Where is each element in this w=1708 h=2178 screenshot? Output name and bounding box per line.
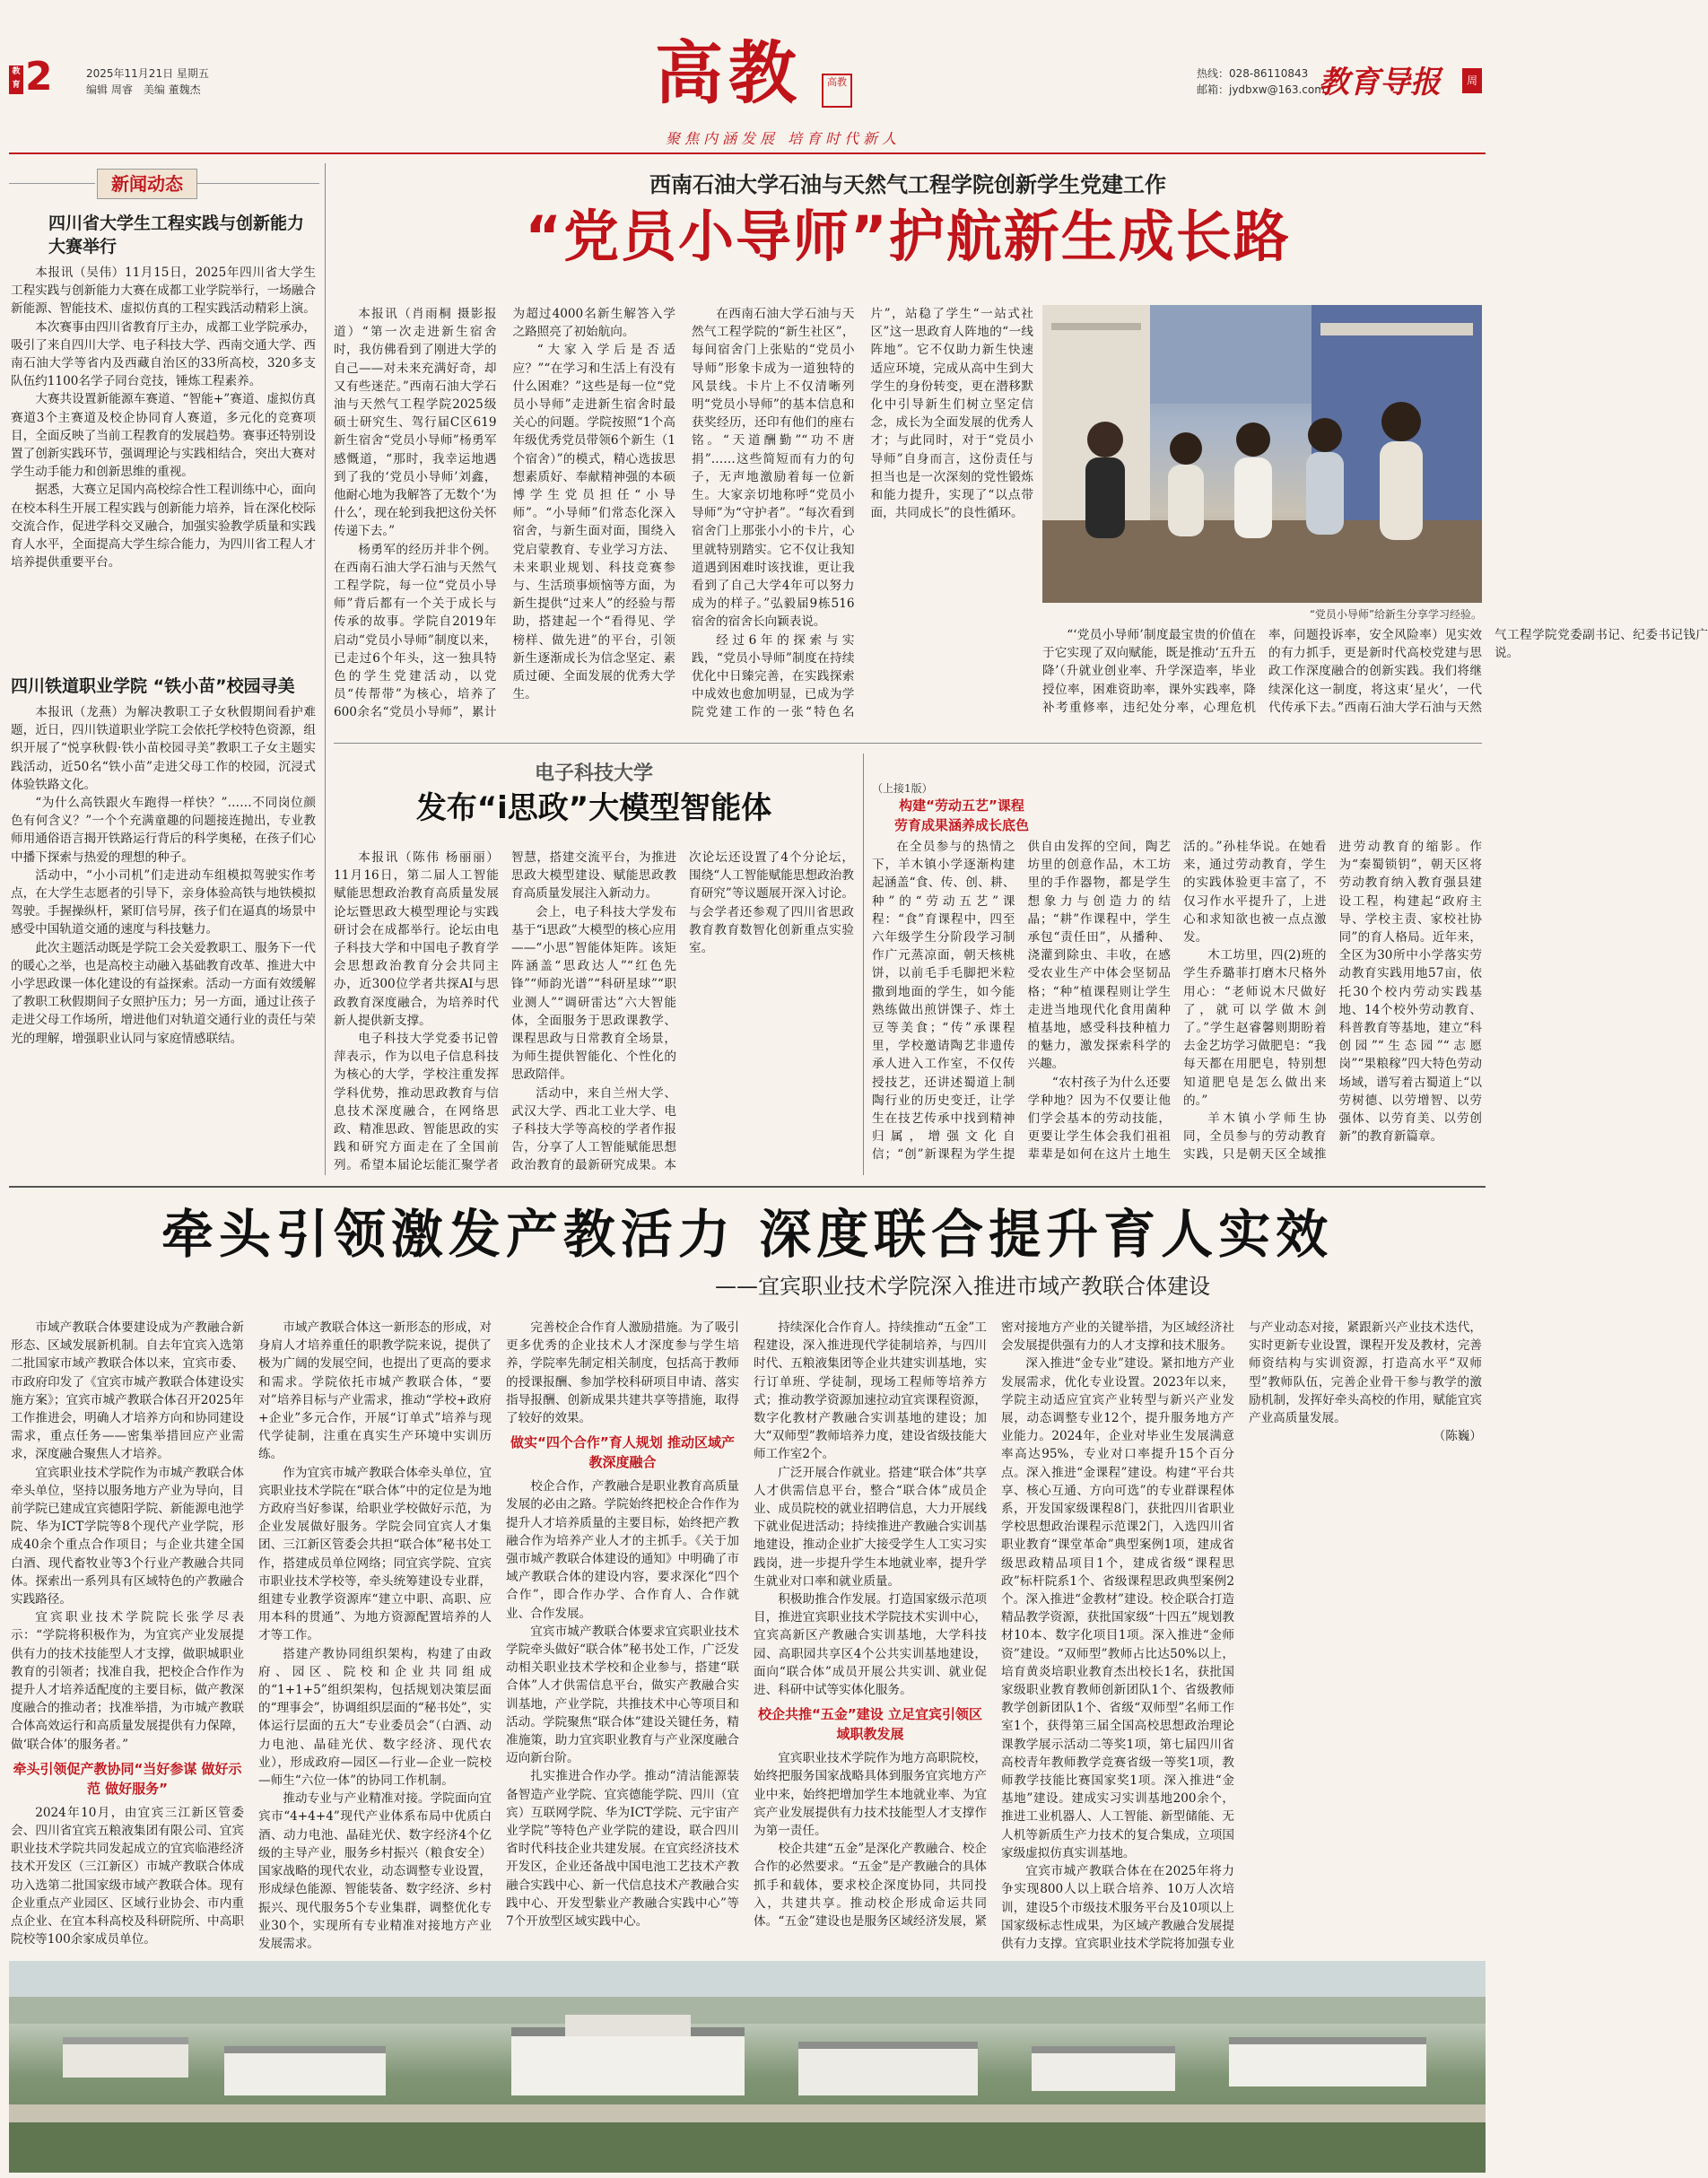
lead-body bbox=[334, 305, 1033, 734]
news-paragraph: 大赛共设置新能源车赛道、“智能+”赛道、虚拟仿真赛道3个主赛道及校企协同育人赛道，多元化的竞赛项目，全面反映了当前工程教育的发展趋势。赛事还特别设置了创新实践环节，强调理论与实践相结合，突出大赛对学生动手能力和创新思维的重视。 bbox=[11, 392, 316, 480]
feature-subhead: 校企共推“五金”建设 立足宜宾引领区域职教发展 bbox=[758, 1706, 982, 1743]
ai-paragraph: 电子科技大学党委书记曾萍表示，作为以电子信息科技为核心的大学，学校注重发挥学科优势，推动思政教育与信息技术深度融合，在网络思政、精准思政、智能思政的实践和研究方面走在了全国前列。希望本届论坛能汇聚学者智慧，搭建交流平台，为推进思政大模型建设、赋能思政教育高质量发展注入新动力。 bbox=[334, 850, 676, 1173]
labor-title-line-1: 构建“劳动五艺”课程 bbox=[899, 797, 1024, 814]
feature-rule bbox=[9, 1186, 1486, 1188]
feature-paragraph: 搭建产教协同组织架构，构建了由政府、园区、院校和企业共同组成的“1+1+5”组织架构，包括规划决策层面的“理事会”，协调组织层面的“秘书处”，实体运行层面的五大“专业委员会”（白酒、动力电池、晶硅光伏、数字经济、现代农业），形成政府—园区—行业—企业一院校—师生“六位一体”的协同工作机制。 bbox=[258, 1646, 492, 1789]
feature-sign: （陈巍） bbox=[1433, 1429, 1482, 1444]
column-divider bbox=[325, 163, 326, 1175]
feature-paragraph: 完善校企合作育人激励措施。为了吸引更多优秀的企业技术人才深度参与学生培养，学院率先制定相关制度，包括高于教师的授课报酬、参加学校科研项目申请、落实指导报酬、创新成果共建共享等措施，取得了较好的效果。 bbox=[506, 1320, 739, 1426]
feature-paragraph: 宜宾职业技术学院作为地方高职院校，始终把服务国家战略具体到服务宜宾地方产业中来，始终把增加学生本地就业率、为宜宾产业发展提供有力技术技能型人才支撑作为第一责任。 bbox=[754, 1751, 987, 1839]
ai-kicker: 电子科技大学 bbox=[534, 762, 653, 785]
feature-paragraph: 深入推进“金专业”建设。紧扣地方产业发展需求，优化专业设置。2023年以来，学院主动适应宜宾产业转型与新兴产业发展，动态调整专业12个，提升服务地方产业能力。2024年，企业对毕业生发展满意率高达95%，专业对口率提升15个百分点。深入推进“金课程”建设。构建“平台共享、核心互通、方向可选”的专业群课程体系，开发国家级课程8门，获批四川省职业学校思想政治课程示范课2门，入选四川省职业教育“课堂革命”典型案例1项，建成省级思政精品项目1个，建成省级“课程思政”标杆院系1个、省级课程思政典型案例2个。深入推进“金教材”建设。校企联合打造精品教学资源，获批国家级“十四五”规划教材10本、数字化项目1项。深入推进“金师资”建设。“双师型”教师占比达50%以上，培育黄炎培职业教育杰出校长1名，获批国家级职业教育教师创新团队1个、省级教师教学创新团队1个、省级“双师型”名师工作室1个，获得第三届全国高校思想政治理论课教学展示活动二等奖1项，第七届四川省高校青年教师教学竞赛省级一等奖1项，教师教学技能比赛国家奖1项。深入推进“金基地”建设。建成实习实训基地200余个，推进工业机器人、人工智能、新型储能、无人机等新质生产力技术的复合集成，立项国家级虚拟仿真实训基地。 bbox=[1001, 1356, 1234, 1860]
lead-body-continued bbox=[1042, 626, 1708, 734]
page-number: 2 bbox=[25, 54, 53, 100]
section-divider bbox=[334, 743, 1482, 744]
lead-photo bbox=[1042, 305, 1482, 603]
news-header-line bbox=[197, 183, 319, 184]
lead-paragraph: “大家入学后是否适应？”“在学习和生活上有没有什么困难？”这些是每一位“党员小导师”走进新生宿舍时最关心的问题。学院按照“1个高年级优秀党员带领6个新生（1个宿舍）”的模式，精心选拔思想素质好、奉献精神强的本硕博学生党员担任“小导师”。“小导师”们常态化深入宿舍，与新生面对面，围绕入党启蒙教育、专业学习方法、未来职业规划、科技竞赛参与、生活琐事烦恼等方面，为新生提供“过来人”的经验与帮助，搭建起一个“看得见、学榜样、做先进”的平台，引领新生逐渐成长为信念坚定、素质过硬、全面发展的优秀大学生。 bbox=[512, 343, 675, 702]
feature-subhead: 牵头引领促产教协同“当好参谋 做好示范 做好服务” bbox=[13, 1760, 242, 1797]
news-item bbox=[11, 675, 316, 1177]
feature-paragraph: 宜宾市城产教联合体要求宜宾职业技术学院牵头做好“联合体”秘书处工作，广泛发动相关职业技术学校和企业参与，搭建“联合体”人才供需信息平台，做实产教融合实训基地，产业学院，共推技术中心等项目和活动。学院聚焦“联合体”建设关键任务，精准施策，助力宜宾职业教育与产业深度融合迈向新台阶。 bbox=[506, 1624, 739, 1766]
labor-title-line-2: 劳育成果涵养成长底色 bbox=[893, 817, 1029, 833]
feature-paragraph: 校企合作，产教融合是职业教育高质量发展的必由之路。学院始终把校企合作作为提升人才培养质量的主要目标，始终把产教融合作为培养产业人才的主抓手。《关于加强市城产教联合体建设的通知》中明确了市域产教联合体的建设内容，要求深化“四个合作”，即合作办学、合作育人、合作就业、合作发展。 bbox=[506, 1479, 739, 1621]
section-slogan: 聚焦内涵发展 培育时代新人 bbox=[666, 130, 902, 147]
labor-paragraph: “农村孩子为什么还要学种地？因为不仅要让他们学会基本的劳动技能，更要让学生体会我们祖祖辈辈是如何在这片土地生活的。”孙桂华说。在她看来，通过劳动教育，学生的实践体验更丰富了，不仅习作水平提升了，上进心和求知欲也被一点点激发。 bbox=[1027, 840, 1327, 1163]
page-tag: 教育 bbox=[9, 65, 23, 94]
students-photo-illustration bbox=[1042, 305, 1482, 603]
feature-paragraph: 积极助推合作发展。打造国家级示范项目，推进宜宾职业技术学院技术实训中心，宜宾高新区产教融合实训基地，大学科技园、高职园共享区4个公共实训基地建设，面向“联合体”成员开展公共实训、就业促进、科研中试等实体化服务。 bbox=[754, 1592, 987, 1698]
news-paragraph: 据悉，大赛立足国内高校综合性工程训练中心，面向在校本科生开展工程实践与创新能力培养，旨在深化校际交流合作，促进学科交叉融合，加强实验教学质量和实践育人水平，全面提高大学生综合能力，为四川省工程人才培养提供重要平台。 bbox=[11, 483, 316, 571]
lead-paragraph: 在西南石油大学石油与天然气工程学院的“新生社区”，每间宿舍门上张贴的“党员小导师”形象卡成为一道独特的风景线。卡片上不仅清晰列明“党员小导师”的基本信息和获奖经历，还印有他们的座右铭。“天道酬勤”“功不唐捐”……这些简短而有力的句子，无声地激励着每一位新生。大家亲切地称呼“党员小导师”为“守护者”。“每次看到宿舍门上那张小小的卡片，心里就特别踏实。它不仅让我知道遇到困难时该找谁，更让我看到了自己大学4年可以努力成为的样子。”弘毅届9栋516宿舍的宿舍长向颖表说。 bbox=[692, 307, 855, 630]
paper-seal: 周 bbox=[1462, 68, 1482, 93]
lead-paragraph: 经过6年的探索与实践，“党员小导师”制度在持续优化中日臻完善，在实践探索中成效也愈加明显，已成为学院党建工作的一张“特色名片”，站稳了学生“一站式社区”这一思政育人阵地的“一线阵地”。它不仅助力新生快速适应环境，完成从高中生到大学生的身份转变，更在潜移默化中引导新生们树立坚定信念，成长为全面发展的优秀人才；与此同时，对于“党员小导师”自身而言，这份责任与担当也是一次深刻的党性锻炼和能力提升，实现了“以点带面，共同成长”的良性循环。 bbox=[692, 307, 1033, 720]
email: 邮箱：jydbxw@163.com bbox=[1197, 83, 1325, 96]
news-header-line bbox=[9, 183, 95, 184]
labor-continued-tag: （上接1版） bbox=[872, 782, 933, 795]
feature-paragraph: 校企共建“五金”是深化产教融合、校企合作的必然要求。“五金”是产教融合的具体抓手和载体，要求校企深度协同，共同投入，共建共享。推动校企形成命运共同体。“五金”建设也是服务区域经济发展，紧密对接地方产业的关键举措，为区域经济社会发展提供强有力的人才支撑和技术服务。 bbox=[754, 1320, 1234, 1930]
paper-name: 教育导报 bbox=[1319, 65, 1441, 100]
labor-paragraph: 羊木镇小学师生协同，全员参与的劳动教育实践，只是朝天区全域推进劳动教育的缩影。作为“秦蜀锁钥”，朝天区将劳动教育纳入教育强县建设工程，构建起“政府主导、学校主责、家校社协同”的育人格局。近年来，全区为30所中小学落实劳动教育实践用地57亩，依托30个校内劳动实践基地、14个校外劳动教育、科普教育等基地，建立“科创园”“生态园”“志愿岗”“果粮稼”四大特色劳动场域，谱写着古蜀道上“以劳树德、以劳增智、以劳强体、以劳育美、以劳创新”的教育新篇章。 bbox=[1183, 840, 1482, 1163]
lead-paragraph: 杨勇军的经历并非个例。在西南石油大学石油与天然气工程学院，每一位“党员小导师”背后都有一个关于成长与传承的故事。学院自2019年启动“党员小导师”制度以来，已走过6个年头，这一独具特色的学生党建活动，以党员“传帮带”为核心，培养了600余名“党员小导师”，累计为超过4000名新生解答入学之路照亮了初始航向。 bbox=[334, 307, 675, 720]
column-divider bbox=[863, 754, 864, 1175]
feature-paragraph: 宜宾职业技术学院院长张学尽表示：“学院将积极作为，为宜宾产业发展提供有力的技术技能型人才支撑，做职城职业教育的引领者；找准自我，把校企合作作为提升人才培养适配度的主要目标，做产教深度融合的推动者；找准举措，为市城产教联合体高效运行和高质量发展提供有力保障，做‘联合体’的服务者。” bbox=[11, 1610, 244, 1752]
lead-paragraph: 本报讯（肖雨桐 摄影报道）“第一次走进新生宿舍时，我仿佛看到了刚进大学的自己——对未来充满好奇，却又有些迷茫。”西南石油大学石油与天然气工程学院2025级硕士研究生、驾行届C区619新生宿舍“党员小导师”杨勇军感慨道，“那时，我幸运地遇到了我的‘党员小导师’刘鑫，他耐心地为我解答了无数个‘为什么’，现在轮到我把这份关怀传递下去。” bbox=[334, 307, 497, 539]
section-seal: 高教 bbox=[822, 74, 852, 108]
news-paragraph: 本报讯（龙燕）为解决教职工子女秋假期间看护难题，近日，四川铁道职业学院工会依托学校特色资源，组织开展了“悦享秋假·铁小苗校园寻美”教职工子女主题实践活动，近50名“铁小苗”走进父母工作的校园，沉浸式体验铁路文化。 bbox=[11, 705, 316, 792]
labor-paragraph: 在全员参与的热情之下，羊木镇小学逐渐构建起涵盖“食、传、创、耕、种”的“劳动五艺”课程：“食”育课程中，四至六年级学生分阶段学习制作广元蒸凉面，朝天核桃饼，以前毛手毛脚把米粒撒到地面的学生，如今能熟练做出煎饼馃子、炸土豆等美食；“传”承课程里，学校邀请陶艺非遗传承人进入工作室，不仅传授技艺，还讲述蜀道上制陶行业的历史变迁，让学生在技艺传承中找到精神归属，增强文化自信；“创”新课程为学生提供自由发挥的空间，陶艺坊里的创意作品，木工坊里的手作器物，都是学生想象力与创造力的结晶；“耕”作课程中，学生承包“责任田”，从播种、浇灌到除虫、丰收，在感受农业生产中体会坚韧品格；“种”植课程则让学生走进当地现代化食用菌种植基地，感受科技种植力的魅力，激发探索科学的兴趣。 bbox=[872, 840, 1171, 1163]
feature-subhead: 做实“四个合作”育人规划 推动区域产教深度融合 bbox=[510, 1434, 735, 1471]
labor-paragraph: 木工坊里，四(2)班的学生乔璐菲打磨木尺格外用心：“老师说木尺做好了，就可以学做木剑了。”学生赵睿馨则期盼着去金艺坊学习做肥皂：“我每天都在用肥皂，特别想知道肥皂是怎么做出来的。” bbox=[1183, 948, 1327, 1108]
news-paragraph: “为什么高铁跟火车跑得一样快？”……不同岗位颜色有何含义？”一个个充满童趣的问题接连抛出，专业教师用通俗语言揭开铁路运行背后的科学奥秘，在孩子们心中播下探索与热爱的理想的种子。 bbox=[11, 796, 316, 865]
feature-paragraph: 推动专业与产业精准对接。学院面向宜宾市“4+4+4”现代产业体系布局中优质白酒、动力电池、晶硅光伏、数字经济4个亿级的主导产业，服务乡村振兴（粮食安全）国家战略的现代农业，动态调整专业设置，形成绿色能源、智能装备、数字经济、乡村振兴、现代服务5个专业集群，调整优化专业30个，实现所有专业精准对接地方产业发展需求。 bbox=[258, 1791, 492, 1951]
feature-headline: 牵头引领激发产教活力 深度联合提升育人实效 bbox=[161, 1204, 1334, 1265]
ai-paragraph: 活动中，来自兰州大学、武汉大学、西北工业大学、电子科技大学等高校的学者作报告，分享了人工智能赋能思想政治教育的最新研究成果。本次论坛还设置了4个分论坛，围绕“人工智能赋能思想政治教育研究”等议题展开深入讨论。与会学者还参观了四川省思政教育教育数智化创新重点实验室。 bbox=[511, 850, 854, 1173]
news-paragraph: 本次赛事由四川省教育厅主办，成都工业学院承办，吸引了来自四川大学、电子科技大学、西南交通大学、西南石油大学等省内及西藏自治区的33所高校，320多支队伍约1100名学子同台竞技，锤炼工程素养。 bbox=[11, 319, 316, 389]
photo-caption: “党员小导师”给新生分享学习经验。 bbox=[1309, 608, 1482, 621]
feature-paragraph: 宜宾市城产教联合体在在2025年将力争实现800人以上联合培养、10万人次培训，建设5个市级技术服务平台及10项以上国家级标志性成果，为区域产教融合发展提供有力支撑。宜宾职业技术学院将加强专业与产业动态对接，紧跟新兴产业技术迭代，实时更新专业设置，课程开发及教材，完善师资结构与实训资源，打造高水平“双师型”教师队伍，完善企业骨干参与教学的激励机制，发挥好牵头高校的作用，赋能宜宾产业高质量发展。 bbox=[1001, 1320, 1482, 1951]
ai-paragraph: 会上，电子科技大学发布基于“i思政”大模型的核心应用——“小思”智能体矩阵。该矩阵涵盖“思政达人”“红色先锋”“师韵光谱”“科研星球”“职业测人”“调研雷达”六大智能体，全面服务于思政课教学、课程思政与日常教育全场景，为师生提供智能化、个性化的思政陪伴。 bbox=[511, 904, 676, 1083]
ai-paragraph: 本报讯（陈伟 杨丽丽）11月16日，第二届人工智能赋能思想政治教育高质量发展论坛暨思政大模型理论与实践研讨会在成都举行。论坛由电子科技大学和中国电子教育学会思想政治教育分会共同主办，近300位学者共探AI与思政教育深度融合，为培养时代新人提供新支撑。 bbox=[334, 850, 499, 1028]
issue-date: 2025年11月21日 星期五 bbox=[86, 67, 209, 80]
feature-paragraph: 广泛开展合作就业。搭建“联合体”共享人才供需信息平台，整合“联合体”成员企业、成员院校的就业招聘信息，大力开展线下就业促进活动；持续推进产教融合实训基地建设，推动企业扩大接受学生人工实习实践岗，进一步提升学生本地就业率，提升学生就业对口率和就业质量。 bbox=[754, 1465, 987, 1589]
news-paragraph: 活动中，“小小司机”们走进动车组模拟驾驶实作考点，在大学生志愿者的引导下，亲身体验高铁与地铁模拟驾驶。手握操纵杆，紧盯信号屏，孩子们在逼真的场景中感受中国轨道交通的速度与科技魅力。 bbox=[11, 867, 316, 937]
feature-paragraph: 作为宜宾市城产教联合体牵头单位，宜宾职业技术学院在“联合体”中的定位是为地方政府当好参谋，给职业学校做好示范，为企业发展做好服务。学院会同宜宾人才集团、三江新区管委会共担“联合体”秘书处工作，搭建成员单位网络；同宜宾学院、宜宾市职业技术学校等，牵头统筹建设专业群，组建专业教学资源库“建立中职、高职、应用本科的贯通”、为地方资源配置培养的人才等工作。 bbox=[258, 1465, 492, 1643]
section-title: 高教 bbox=[655, 33, 802, 113]
feature-paragraph: 2024年10月，由宜宾三江新区管委会、四川省宜宾五粮液集团有限公司、宜宾职业技术学院共同发起成立的宜宾临港经济技术开发区（三江新区）市城产教联合体成功入选第二批国家级市域产教联合体。现有企业重点产业园区、区域行业协会、市内重点企业、在宜本科高校及科研院所、中高职院校等100余家成员单位。 bbox=[11, 1805, 244, 1947]
news-item-title: 四川省大学生工程实践与创新能力大赛举行 bbox=[48, 213, 305, 257]
news-item bbox=[11, 212, 316, 660]
feature-body bbox=[11, 1319, 1482, 1957]
ai-headline: 发布“i思政”大模型智能体 bbox=[415, 790, 772, 826]
news-header: 新闻动态 bbox=[97, 169, 197, 199]
ai-body bbox=[334, 849, 854, 1175]
feature-subtitle: ——宜宾职业技术学院深入推进市域产教联合体建设 bbox=[715, 1274, 1210, 1299]
editors: 编辑 周睿 美编 董魏杰 bbox=[86, 83, 201, 96]
lead-paragraph: “‘党员小导师’制度最宝贵的价值在于它实现了双向赋能，既是推动‘五升五降’（升就业创业率、升学深造率，毕业授位率，困难资助率，课外实践率，降补考重修率，违纪处分率，心理危机率，问题投诉率，安全风险率）见实效的有力抓手，更是新时代高校党建与思政工作深度融合的创新实践。我们将继续深化这一制度，将这束‘星火’，一代代传承下去。”西南石油大学石油与天然气工程学院党委副书记、纪委书记钱广说。 bbox=[1042, 628, 1708, 715]
hotline: 热线：028-86110843 bbox=[1197, 67, 1309, 80]
feature-paragraph: 市域产教联合体要建设成为产教融合新形态、区域发展新机制。自去年宜宾入选第二批国家市域产教联合体以来，宜宾市委、市政府印发了《宜宾市城产教联合体建设实施方案》；宜宾市城产教联合体召开2025年工作推进会，明确人才培养方向和协同建设需求，重点任务——密集举措回应产业需求，深度融合聚焦人才培养。 bbox=[11, 1320, 244, 1462]
feature-paragraph: 宜宾职业技术学院作为市城产教联合体牵头单位，坚持以服务地方产业为导向，目前学院已建成宜宾德阳学院、新能源电池学院、华为ICT学院等8个现代产业学院，形成40余个重点合作项目；与企业共建全国白酒、现代畜牧业等3个行业产教融合共同体。探索出一系列具有区域特色的产教融合实践路径。 bbox=[11, 1465, 244, 1607]
news-item-title: 四川铁道职业学院 “铁小苗”校园寻美 bbox=[11, 676, 295, 696]
feature-paragraph: 市域产教联合体这一新形态的形成，对身肩人才培养重任的职教学院来说，提供了极为广阔的发展空间，也提出了更高的要求和需求。学院依托市城产教联合体，“要对”培养目标与产业需求，推动“学校+政府+企业”多元合作，开展“订单式”培养与现代学徒制，注重在真实生产环境中实训历练。 bbox=[258, 1320, 492, 1462]
lead-headline: “党员小导师”护航新生成长路 bbox=[525, 204, 1291, 269]
news-paragraph: 本报讯（吴伟）11月15日，2025年四川省大学生工程实践与创新能力大赛在成都工业学院举行，一场融合新能源、智能技术、虚拟仿真的工程实践活动精彩上演。 bbox=[11, 266, 316, 317]
lead-kicker: 西南石油大学石油与天然气工程学院创新学生党建工作 bbox=[649, 172, 1166, 197]
feature-paragraph: 扎实推进合作办学。推动“清洁能源装备智造产业学院、宜宾德能学院、四川（宜宾）互联网学院、华为ICT学院、元宇宙产业学院”等特色产业学院的建设，联合四川省时代科技企业共建发展。在宜宾经济技术开发区，企业还备战中国电池工艺技术产教融合实践中心、新一代信息技术产教融合实践中心、开发型紫业产教融合实践中心”等7个开放型区域实践中心。 bbox=[506, 1769, 739, 1930]
feature-paragraph: 持续深化合作育人。持续推动“五金”工程建设，深入推进现代学徒制培养，与四川时代、五粮液集团等企业共建实训基地，实行订单班、学徒制，现场工程师等培养方式；推动教学资源加速拉动宜宾课程资源，数字化教材产教融合实训基地的建设；加大“双师型”教师培养力度，建设省级技能大师工作室2个。 bbox=[754, 1320, 987, 1462]
campus-photo bbox=[9, 1961, 1486, 2173]
labor-body bbox=[872, 838, 1482, 1175]
campus-aerial-illustration bbox=[9, 1961, 1486, 2173]
masthead-rule bbox=[9, 152, 1486, 154]
news-paragraph: 此次主题活动既是学院工会关爱教职工、服务下一代的暖心之举，也是高校主动融入基础教育改革、推进大中小学思政课一体化建设的有益探索。活动一方面有效缓解了教职工秋假期间子女照护压力；另一方面，通过让孩子走进父母工作场所，增进他们对轨道交通行业的责任与荣光的理解，增强职业认同与家庭情感联结。 bbox=[11, 940, 316, 1046]
